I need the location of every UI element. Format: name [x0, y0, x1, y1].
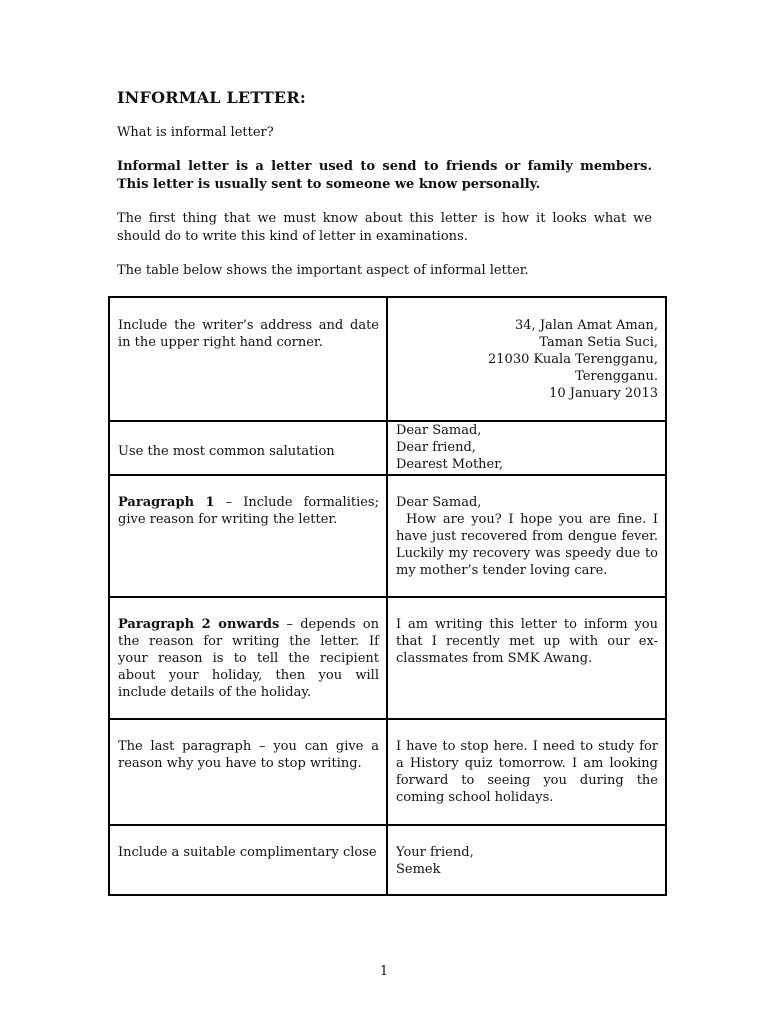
- closing-line: Your friend,: [396, 845, 474, 860]
- example-cell: [387, 475, 666, 597]
- aspect-description: – depends on the reason for writing the letter. If your reason is to tell the recipient about your holiday, then you will include details of the holiday.: [118, 617, 379, 700]
- salutation-line: Dear friend,: [396, 440, 476, 455]
- aspect-cell: [109, 475, 387, 597]
- example-cell: [387, 719, 666, 825]
- table-row: [109, 597, 666, 719]
- example-text: I have to stop here. I need to study for a History quiz tomorrow. I am looking forward to seeing you during the coming school holidays.: [396, 739, 658, 805]
- aspect-text: Include the writer’s address and date in the upper right hand corner.: [118, 318, 379, 350]
- address-block: [388, 298, 665, 402]
- aspect-cell: [109, 597, 387, 719]
- address-line: 21030 Kuala Terengganu,: [488, 352, 658, 367]
- salutation-line: Dearest Mother,: [396, 457, 504, 472]
- aspect-cell: [109, 421, 387, 475]
- table-row: [109, 421, 666, 475]
- table-row: [109, 297, 666, 421]
- closing-block: [388, 826, 665, 878]
- address-line: 34, Jalan Amat Aman,: [515, 318, 658, 333]
- aspect-text: Use the most common salutation: [118, 443, 335, 459]
- address-line: Taman Setia Suci,: [539, 335, 658, 350]
- aspect-text: The last paragraph – you can give a reason why you have to stop writing.: [118, 739, 379, 771]
- example-text: I am writing this letter to inform you that I recently met up with our ex-classmates from SMK Awang.: [396, 617, 658, 666]
- address-line: Terengganu.: [575, 369, 658, 384]
- aspect-text: Include a suitable complimentary close: [118, 845, 377, 860]
- aspect-cell: [109, 825, 387, 895]
- aspect-cell: [109, 297, 387, 421]
- aspect-description: – Include formalities; give reason for writing the letter.: [118, 495, 379, 527]
- example-cell: [387, 597, 666, 719]
- aspects-table: [108, 296, 667, 896]
- aspect-text: [110, 598, 386, 701]
- salutation-line: Dear Samad,: [396, 423, 482, 438]
- page-title: INFORMAL LETTER:: [117, 88, 306, 107]
- aspect-heading: Paragraph 1: [118, 495, 215, 510]
- salutation-block: [388, 422, 665, 473]
- question-text: What is informal letter?: [117, 125, 274, 140]
- table-row: [109, 719, 666, 825]
- example-cell: [387, 825, 666, 895]
- page-number: 1: [379, 964, 389, 979]
- aspect-text: [110, 476, 386, 528]
- greeting-line: Dear Samad,: [396, 495, 482, 510]
- example-cell: [387, 421, 666, 475]
- aspect-cell: [109, 719, 387, 825]
- example-block: [388, 476, 665, 579]
- definition-text: Informal letter is a letter used to send to friends or family members. This letter is usually sent to someone we know personally.: [117, 159, 652, 192]
- table-row: [109, 825, 666, 895]
- example-text: How are you? I hope you are fine. I have just recovered from dengue fever. Luckily my recovery was speedy due to my mother’s tender loving care.: [396, 512, 658, 578]
- aspect-heading: Paragraph 2 onwards: [118, 617, 280, 632]
- signature-line: Semek: [396, 862, 441, 877]
- intro-text: The first thing that we must know about this letter is how it looks what we should do to write this kind of letter in examinations.: [117, 211, 652, 244]
- example-cell: [387, 297, 666, 421]
- table-row: [109, 475, 666, 597]
- date-line: 10 January 2013: [549, 386, 658, 401]
- table-intro-text: The table below shows the important aspect of informal letter.: [117, 263, 529, 278]
